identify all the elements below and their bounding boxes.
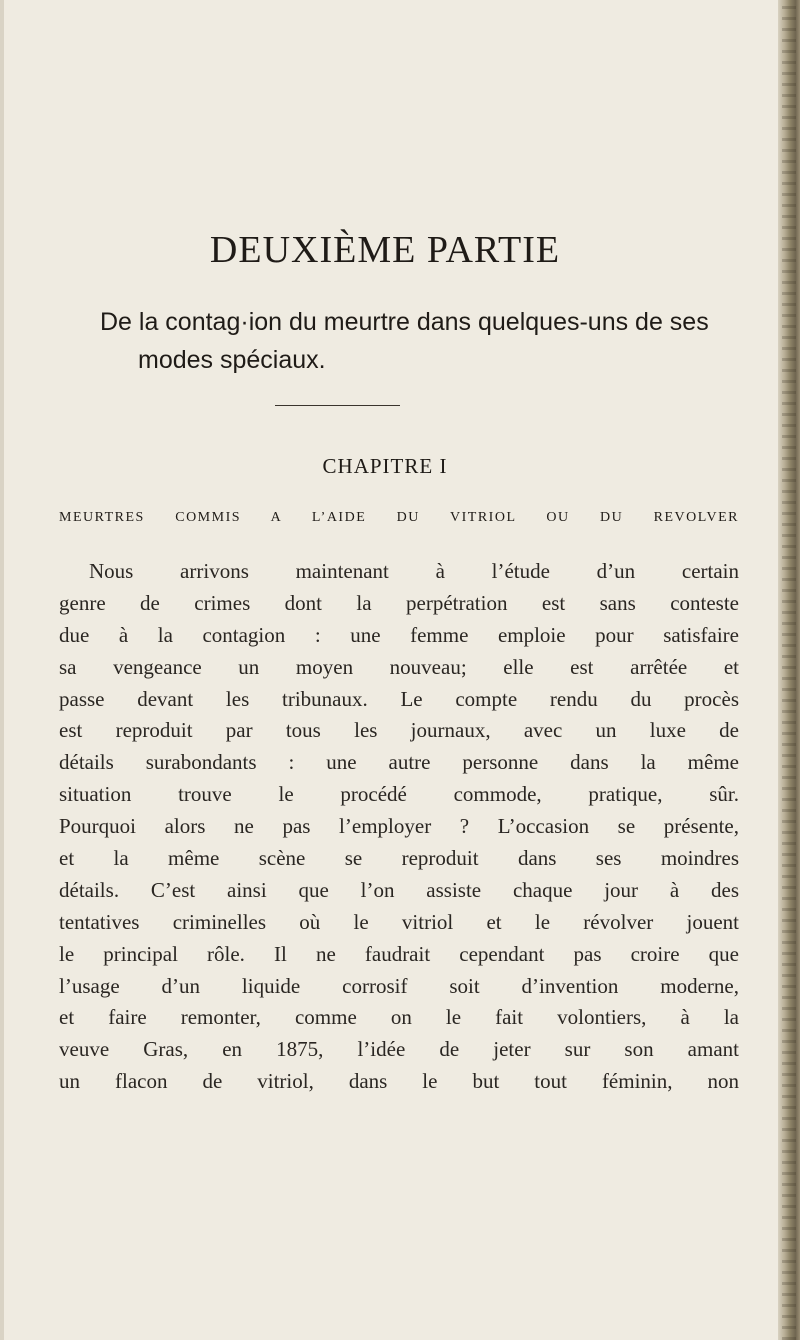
chapter-subtitle: MEURTRES COMMIS A L’AIDE DU VITRIOL OU DU REVOLVER (59, 510, 739, 525)
body-line: sa vengeance un moyen nouveau; elle est arrêtée et (59, 654, 739, 679)
body-line: tentatives criminelles où le vitriol et le révolver jouent (59, 909, 739, 934)
section-divider (275, 405, 400, 406)
body-line: détails surabondants : une autre personne dans la même (59, 750, 739, 775)
body-line: le principal rôle. Il ne faudrait cependant pas croire que (59, 941, 739, 966)
body-line: genre de crimes dont la perpétration est sans conteste (59, 590, 739, 615)
body-line: un flacon de vitriol, dans le but tout féminin, non (59, 1069, 739, 1094)
body-line: Nous arrivons maintenant à l’étude d’un certain (89, 559, 739, 583)
body-line: est reproduit par tous les journaux, avec un luxe de (59, 718, 739, 743)
body-line: passe devant les tribunaux. Le compte rendu du procès (59, 686, 739, 711)
body-text (59, 556, 739, 1098)
body-line: et la même scène se reproduit dans ses moindres (59, 846, 739, 871)
body-line: et faire remonter, comme on le fait volontiers, à la (59, 1005, 739, 1030)
page-left-edge (0, 0, 4, 1340)
book-binding-edge (778, 0, 800, 1340)
chapter-title: CHAPITRE I (322, 454, 448, 478)
body-line: veuve Gras, en 1875, l’idée de jeter sur son amant (59, 1037, 739, 1062)
body-line: due à la contagion : une femme emploie pour satisfaire (59, 622, 739, 647)
body-line: détails. C’est ainsi que l’on assiste chaque jour à des (59, 877, 739, 902)
body-line: situation trouve le procédé commode, pratique, sûr. (59, 782, 739, 807)
part-title: DEUXIÈME PARTIE (209, 229, 561, 271)
body-line: l’usage d’un liquide corrosif soit d’invention moderne, (59, 973, 739, 998)
part-subtitle: De la contag·ion du meurtre dans quelques-uns de ses modes spéciaux. (100, 308, 709, 374)
body-line: Pourquoi alors ne pas l’employer ? L’occasion se présente, (59, 814, 739, 839)
